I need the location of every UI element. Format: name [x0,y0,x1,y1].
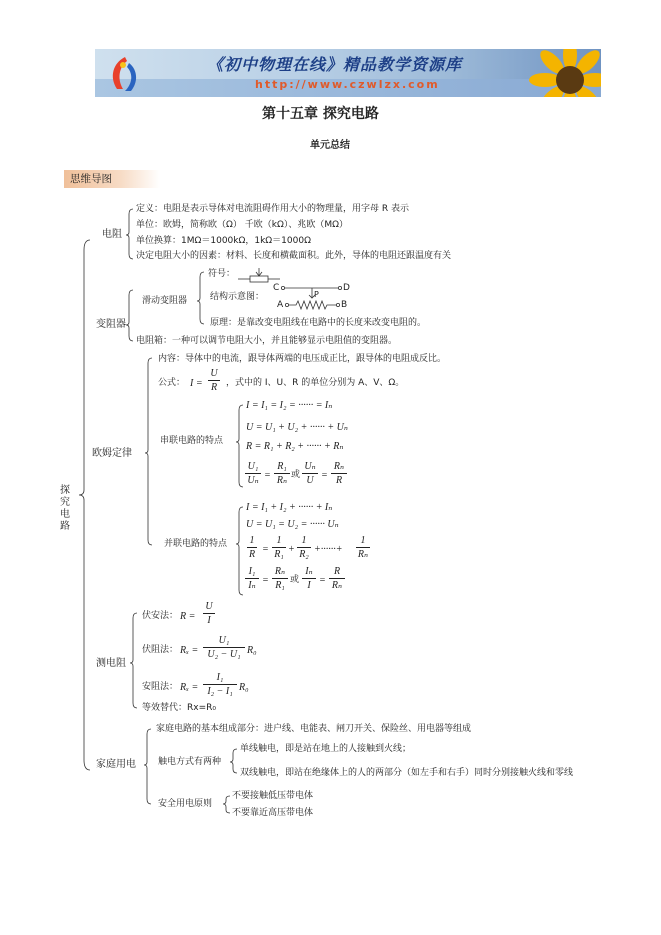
parallel-or: 或 [290,575,300,585]
measure-vv-rx: Rₓ = [180,645,199,656]
series-current: I = I₁ = I₂ = ······ = Iₙ [246,400,333,411]
rheostat-principle: 原理：是靠改变电阻线在电路中的长度来改变电阻的。 [210,318,427,328]
measure-vv-label: 伏阻法： [142,645,179,655]
terminal-p: P [314,290,319,299]
measure-aa-fraction: I₁ I₂ − I₁ [203,672,237,697]
rheostat-label: 变阻器 [96,319,126,330]
parallel-ratio-2: Rₙ R₁ [272,566,288,591]
series-eq-2: = [321,470,328,481]
safety-rule-1: 不要接触低压带电体 [232,791,314,801]
parallel-ratio-3: Iₙ I [302,566,316,591]
measure-va-r: R = [180,611,196,622]
parallel-recip-rn: 1 Rₙ [357,535,369,560]
parallel-voltage: U = U₁ = U₂ = ······ Uₙ [246,519,339,530]
series-label: 串联电路的特点 [160,436,224,446]
parallel-recip-eq: = [262,544,269,555]
ohm-law-label: 欧姆定律 [92,448,132,459]
terminal-a: A [277,300,284,310]
series-ratio-4: Rₙ R [331,461,347,486]
root-label: 探究电路 [60,485,70,532]
resistance-definition: 定义：电阻是表示导体对电流阻碍作用大小的物理量，用字母 R 表示 [136,204,409,214]
parallel-recip-plus-1: + [288,544,295,555]
parallel-ratio-4: R Rₙ [329,566,345,591]
series-resistance: R = R₁ + R₂ + ······ + Rₙ [246,441,344,452]
banner-url: http://www.czwlzx.com [255,78,440,91]
parallel-recip-r: 1 R [248,535,256,560]
series-ratio-1: U₁ Uₙ [245,461,261,486]
ohm-formula-i: I = [190,378,203,389]
terminal-d: D [343,283,350,293]
measure-substitution: 等效替代：Rx=R₀ [142,703,216,713]
safety-label: 安全用电原则 [158,799,213,809]
series-voltage: U = U₁ + U₂ + ······ + Uₙ [246,422,348,433]
series-eq-1: = [264,470,271,481]
measure-aa-rx: Rₓ = [180,682,199,693]
resistance-label: 电阻 [102,229,122,240]
symbol-label: 符号： [208,269,236,279]
shock-single: 单线触电，即是站在地上的人接触到火线； [240,744,412,754]
measure-vv-fraction: U₁ U₂ − U₁ [203,635,245,660]
measure-aa-label: 安阻法： [142,682,179,692]
measure-label: 测电阻 [96,658,126,669]
series-ratio-3: Uₙ U [302,461,318,486]
parallel-eq-1: = [262,575,269,586]
shock-label: 触电方式有两种 [158,757,222,767]
safety-rule-2: 不要靠近高压带电体 [232,808,314,818]
ohm-formula-note: ，式中的 I、U、R 的单位分别为 A、V、Ω。 [226,378,405,388]
ohm-formula-prefix: 公式： [158,378,186,388]
sliding-rheostat-label: 滑动变阻器 [142,296,188,306]
terminal-b: B [341,300,348,310]
ohm-content: 内容：导体中的电流，跟导体两端的电压成正比，跟导体的电阻成反比。 [158,354,447,364]
shock-double: 双线触电，即站在绝缘体上的人的两部分（如左手和右手）同时分别接触火线和零线 [240,768,574,778]
resistance-factors: 决定电阻大小的因素：材料、长度和横截面积。此外，导体的电阻还跟温度有关 [136,251,452,261]
structure-label: 结构示意图： [210,292,265,302]
household-composition: 家庭电路的基本组成部分：进户线、电能表、闸刀开关、保险丝、用电器等组成 [156,724,472,734]
measure-va-fraction: U I [203,601,215,626]
ohm-formula-fraction: U R [208,368,220,393]
measure-va-label: 伏安法： [142,611,179,621]
household-label: 家庭用电 [96,759,136,770]
parallel-recip-dots: +······+ [314,544,343,555]
terminal-c: C [273,283,280,293]
series-or: 或 [291,470,301,480]
measure-aa-r0: R₀ [239,682,249,693]
chapter-title: 第十五章 探究电路 [262,106,379,122]
parallel-label: 并联电路的特点 [164,539,228,549]
parallel-current: I = I₁ + I₂ + ······ + Iₙ [246,502,333,513]
series-ratio-2: R₁ Rₙ [274,461,290,486]
measure-vv-r0: R₀ [247,645,257,656]
parallel-ratio-1: I₁ Iₙ [245,566,259,591]
mindmap-tag-label: 思维导图 [70,173,112,185]
parallel-eq-2: = [319,575,326,586]
banner-title: 《初中物理在线》精品教学资源库 [207,55,463,74]
section-title: 单元总结 [310,140,350,151]
resistance-box: 电阻箱：一种可以调节电阻大小，并且能够显示电阻值的变阻器。 [136,336,398,346]
resistance-conversion: 单位换算：1MΩ＝1000kΩ，1kΩ＝1000Ω [136,236,311,246]
resistance-unit: 单位：欧姆，简称欧（Ω） 千欧（kΩ）、兆欧（MΩ） [136,220,348,230]
parallel-recip-r1: 1 R₁ [272,535,286,560]
parallel-recip-r2: 1 R₂ [297,535,311,560]
